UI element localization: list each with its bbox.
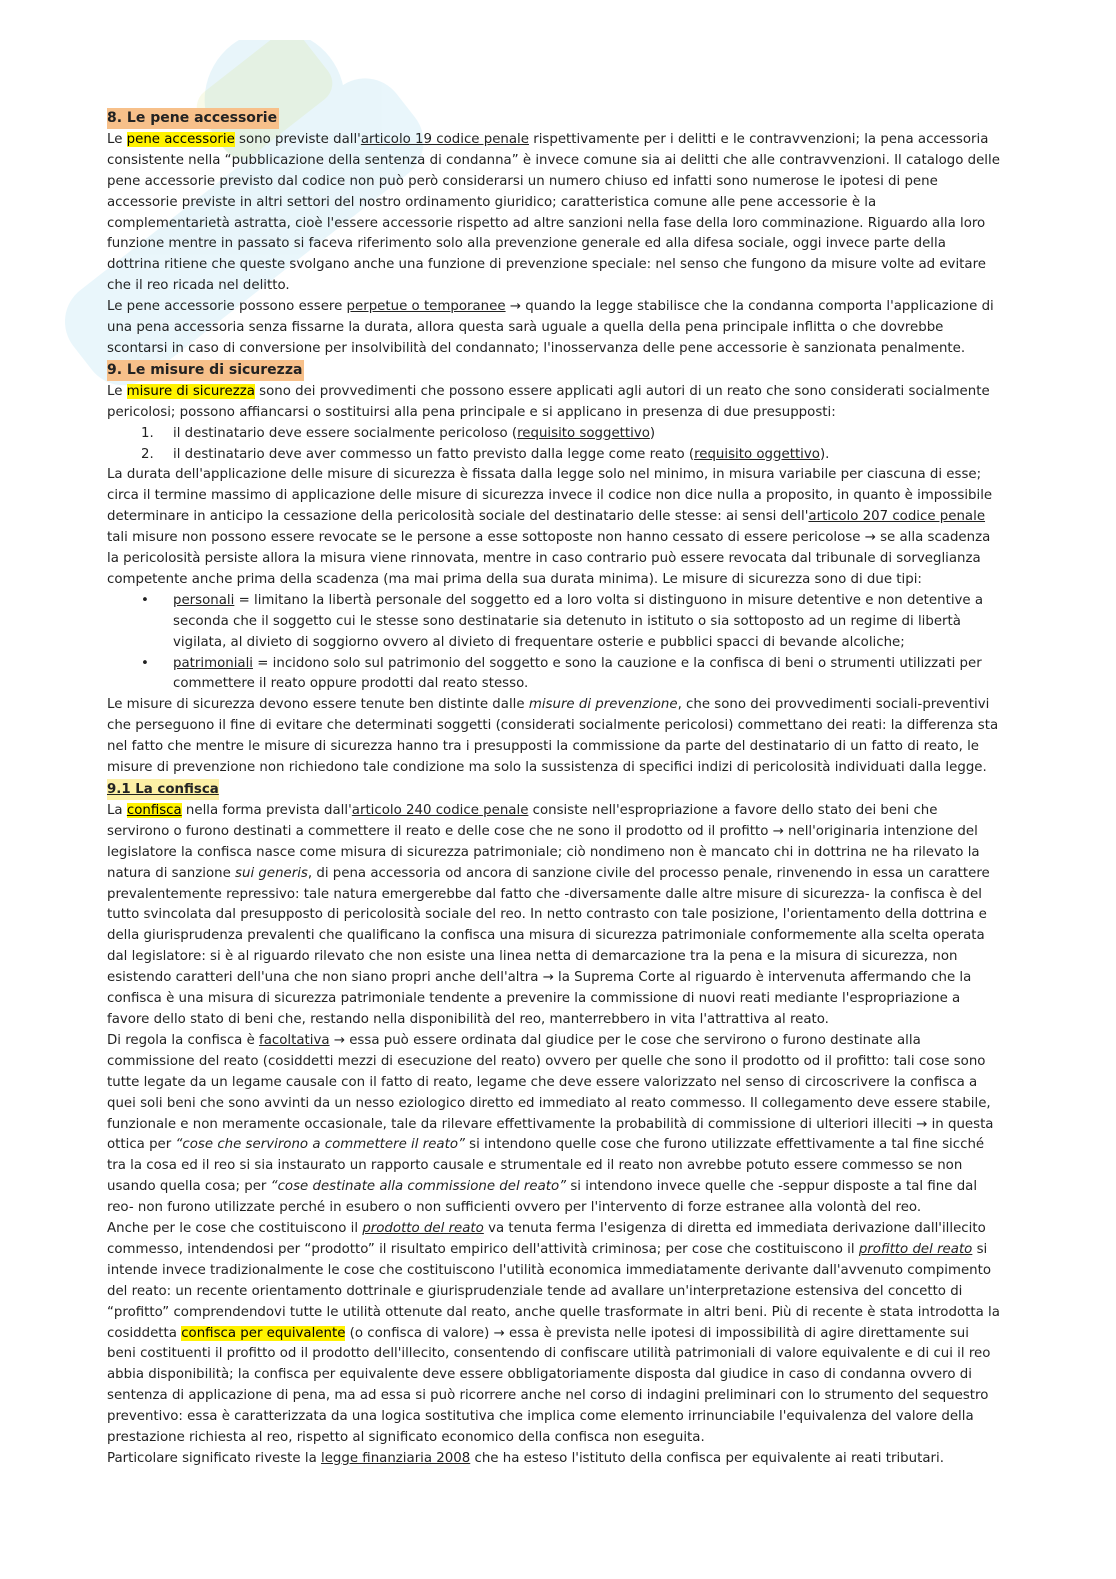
text: = limitano la libertà personale del soggetto ed a loro volta si distinguono in misure detentive e non detentive a seconda che il soggetto cui le stesse sono destinatarie sia detenuto in istituto o sia sottoposto ad un regime di libertà vigilata, al divieto di soggiorno ovvero al divieto di frequentare osterie e pubblici spacci di bevande alcoliche; (173, 592, 984, 650)
italic-quote: “cose che servirono a commettere il reato” (175, 1137, 465, 1153)
paragraph (107, 695, 1000, 779)
article-link[interactable]: articolo 207 codice penale (808, 509, 986, 525)
list-item (107, 654, 1000, 696)
italic-term: sui generis (235, 865, 308, 881)
highlighted-term: pene accessorie (126, 131, 235, 147)
section-9-heading: 9. Le misure di sicurezza (107, 360, 304, 381)
bullet: • (141, 592, 149, 608)
text: La durata dell'applicazione delle misure di sicurezza è fissata dalla legge solo nel minimo, in misura variabile per ciascuna di esse; circa il termine massimo di applicazione delle misure di sicurezza invece il codice non dice nulla a proposito, in quanto è impossibile determinare in anticipo la cessazione della pericolosità sociale del destinatario delle stesse: ai sensi dell' (107, 467, 993, 525)
bullet-list (107, 591, 1000, 696)
list-number: 2. (141, 446, 154, 462)
section-8-heading: 8. Le pene accessorie (107, 108, 279, 129)
paragraph (107, 801, 1000, 1031)
italic-term: misure di prevenzione (528, 697, 678, 713)
underlined-term: patrimoniali (173, 655, 253, 671)
paragraph (107, 1219, 1000, 1449)
list-item (107, 445, 1000, 466)
italic-quote: “cose destinate alla commissione del reato” (270, 1179, 567, 1195)
text: tali misure non possono essere revocate se le persone a esse sottoposte non hanno cessato di essere pericolose → se alla scadenza la pericolosità persiste allora la misura viene rinnovata, mentre in caso contrario può essere revocata dal tribunale di sorveglianza competente anche prima della scadenza (ma mai prima della sua durata minima). Le misure di sicurezza sono di due tipi: (107, 530, 991, 587)
text: → quando la legge stabilisce che la condanna comporta l'applicazione di una pena accessoria senza fissarne la durata, allora questa sarà uguale a quella della pena principale inflitta o che dovrebbe scontarsi in caso di conversione per insolvibilità del condannato; l'inosservanza delle pene accessorie è sanzionata penalmente. (107, 299, 994, 356)
text: ). (819, 446, 830, 462)
text: si intendono invece quelle che -seppur disposte a tal fine dal reo- non furono utilizzate perché in esubero o non sufficienti ovvero per l'intervento di forze estranee alla volontà del reo. (107, 1179, 978, 1216)
text: , che sono dei provvedimenti sociali-preventivi che perseguono il fine di evitare che determinati soggetti (considerati socialmente pericolosi) commettano dei reati: la differenza sta nel fatto che mentre le misure di sicurezza hanno tra i presupposti la commissione da parte del destinatario di un fatto di reato, le misure di prevenzione non richiedono tale condizione ma solo la sussistenza di specifici indizi di pericolosità individuati dalla legge. (107, 697, 999, 776)
underlined-term: requisito soggettivo (517, 425, 650, 441)
text: nella forma prevista dall' (181, 802, 352, 818)
section-9-1-heading: 9.1 La confisca (107, 779, 219, 800)
text: che ha esteso l'istituto della confisca per equivalente ai reati tributari. (470, 1451, 944, 1466)
numbered-list (107, 424, 1000, 466)
paragraph (107, 130, 1000, 297)
underlined-term: requisito oggettivo (694, 446, 820, 462)
list-item (107, 424, 1000, 445)
list-number: 1. (141, 425, 154, 441)
paragraph (107, 1031, 1000, 1219)
list-item (107, 591, 1000, 654)
text: si intende invece tradizionalmente le cose che costituiscono l'utilità economica immediatamente derivante dall'avvenuto compimento del reato: un recente orientamento dottrinale e giurisprudenziale tende ad avallare un'interpretazione estensiva del concetto di “profitto” comprendendovi tutte le utilità ottenute dal reato, anche quelle trasformate in altri beni. Più di recente è stata introdotta la cosiddetta (107, 1241, 1000, 1341)
underlined-term: perpetue o temporanee (346, 299, 506, 315)
text: Le pene accessorie possono essere (107, 299, 347, 315)
text: Di regola la confisca è (107, 1032, 260, 1048)
text: Particolare significato riveste la (107, 1451, 321, 1466)
text: La (107, 802, 127, 818)
law-link[interactable]: legge finanziaria 2008 (321, 1451, 471, 1466)
text: il destinatario deve essere socialmente pericoloso ( (173, 425, 518, 441)
text: va tenuta ferma l'esigenza di diretta ed immediata derivazione dall'illecito commesso, intendendosi per “prodotto” il risultato empirico dell'attività criminosa; per cose che costituiscono il (107, 1221, 986, 1257)
text: Anche per le cose che costituiscono il (107, 1221, 363, 1237)
text: sono dei provvedimenti che possono essere applicati agli autori di un reato che sono considerati socialmente pericolosi; possono affiancarsi o sostituirsi alla pena principale e si applicano in presenza di due presupposti: (107, 383, 990, 420)
underlined-term: personali (173, 592, 235, 608)
highlighted-term: confisca per equivalente (181, 1325, 346, 1341)
text: → essa può essere ordinata dal giudice per le cose che servirono o furono destinate alla commissione del reato (cosiddetti mezzi di esecuzione del reato) ovvero per quelle che sono il prodotto od il profitto: tali cose sono tutte legate da un legame causale con il fatto di reato, legame che deve essere valorizzato nel senso di circoscrivere la confisca a quei soli beni che sono avvinti da un nesso eziologico diretto ed immediato al reato commesso. Il collegamento deve essere stabile, funzionale e non meramente occasionale, tale da rilevare effettivamente la probabilità di commissione di ulteriori illeciti → in questa ottica per (107, 1032, 994, 1153)
paragraph (107, 465, 1000, 590)
article-link[interactable]: articolo 240 codice penale (351, 802, 529, 818)
text: (o confisca di valore) → essa è prevista nelle ipotesi di impossibilità di agire direttamente sui beni costituenti il profitto od il prodotto dell'illecito, consentendo di confiscare utilità patrimoniali di valore equivalente e di cui il reo abbia disponibilità; la confisca per equivalente deve essere obbligatoriamente disposta dal giudice in caso di condanna ovvero di sentenza di applicazione di pena, ma ad essa si può ricorrere anche nel corso di indagini preliminari con lo strumento del sequestro preventivo: essa è caratterizzata da una logica sostitutiva che implica come elemento irrinunciabile l'equivalenza del valore della prestazione richiesta al reo, rispetto al significato economico della confisca non eseguita. (107, 1325, 991, 1446)
text: Le (107, 131, 127, 147)
text: Le (107, 383, 127, 399)
underlined-term: facoltativa (259, 1032, 330, 1048)
paragraph (107, 297, 1000, 360)
text: Le misure di sicurezza devono essere tenute ben distinte dalle (107, 697, 529, 713)
article-link[interactable]: articolo 19 codice penale (360, 131, 529, 147)
text: il destinatario deve aver commesso un fatto previsto dalla legge come reato ( (173, 446, 695, 462)
highlighted-term: confisca (126, 802, 182, 818)
italic-underlined-term: prodotto del reato (362, 1221, 484, 1237)
text: si intendono quelle cose che furono utilizzate effettivamente a tal fine sicché tra la cosa ed il reo si sia instaurato un rapporto causale e strumentale ed il reato non avrebbe potuto essere commesso se non usando quella cosa; per (107, 1137, 985, 1195)
text: rispettivamente per i delitti e le contravvenzioni; la pena accessoria consistente nella “pubblicazione della sentenza di condanna” è invece comune sia ai delitti che alle contravvenzioni. Il catalogo delle pene accessorie previsto dal codice non può però considerarsi un numero chiuso ed infatti sono numerose le ipotesi di pene accessorie previste in altri settori del nostro ordinamento giuridico; caratteristica comune alle pene accessorie è la complementarietà astratta, cioè l'essere accessorie rispetto ad altre sanzioni nella fase della loro comminazione. Riguardo alla loro funzione mentre in passato si faceva riferimento solo alla prevenzione generale ed alla difesa sociale, oggi invece parte della dottrina ritiene che queste svolgano anche una funzione di prevenzione speciale: nel senso che fungono da misure volte ad evitare che il reo ricada nel delitto. (107, 131, 1000, 294)
text: , di pena accessoria od ancora di sanzione civile del processo penale, rinvenendo in essa un carattere prevalentemente repressivo: tale natura emergerebbe dal fatto che -diversamente dalle altre misure di sicurezza- la confisca è del tutto svincolata dal presupposto di pericolosità sociale del reo. In netto contrasto con tale posizione, l'orientamento della dottrina e della giurisprudenza prevalenti che qualificano la confisca una misura di sicurezza patrimoniale conformemente alla scelta operata dal legislatore: si è al riguardo rilevato che non esiste una linea netta di demarcazione tra la pena e la misura di sicurezza, non esistendo caratteri dell'una che non siano propri anche dell'altra → la Suprema Corte al riguardo è intervenuta affermando che la confisca è una misura di sicurezza patrimoniale tendente a prevenire la commissione di nuovi reati mediante l'espropriazione a favore dello stato di beni che, restando nella disponibilità del reo, manterrebbero in vita l'attrattiva al reato. (107, 865, 990, 1027)
text: = incidono solo sul patrimonio del soggetto e sono la cauzione e la confisca di beni o strumenti utilizzati per commettere il reato oppure prodotti dal reato stesso. (173, 655, 982, 692)
italic-underlined-term: profitto del reato (858, 1241, 973, 1257)
text: sono previste dall' (234, 131, 361, 147)
paragraph (107, 1449, 1000, 1470)
bullet: • (141, 655, 149, 671)
highlighted-term: misure di sicurezza (126, 383, 255, 399)
text: consiste nell'espropriazione a favore dello stato dei beni che servirono o furono destinati a commettere il reato e delle cose che ne sono il prodotto od il profitto → nell'originaria intenzione del legislatore la confisca nasce come misura di sicurezza patrimoniale; ciò nondimeno non è mancato chi in dottrina ne ha rilevato la natura di sanzione (107, 802, 980, 881)
paragraph (107, 382, 1000, 424)
text: ) (649, 425, 656, 441)
document-body (107, 108, 1000, 1470)
